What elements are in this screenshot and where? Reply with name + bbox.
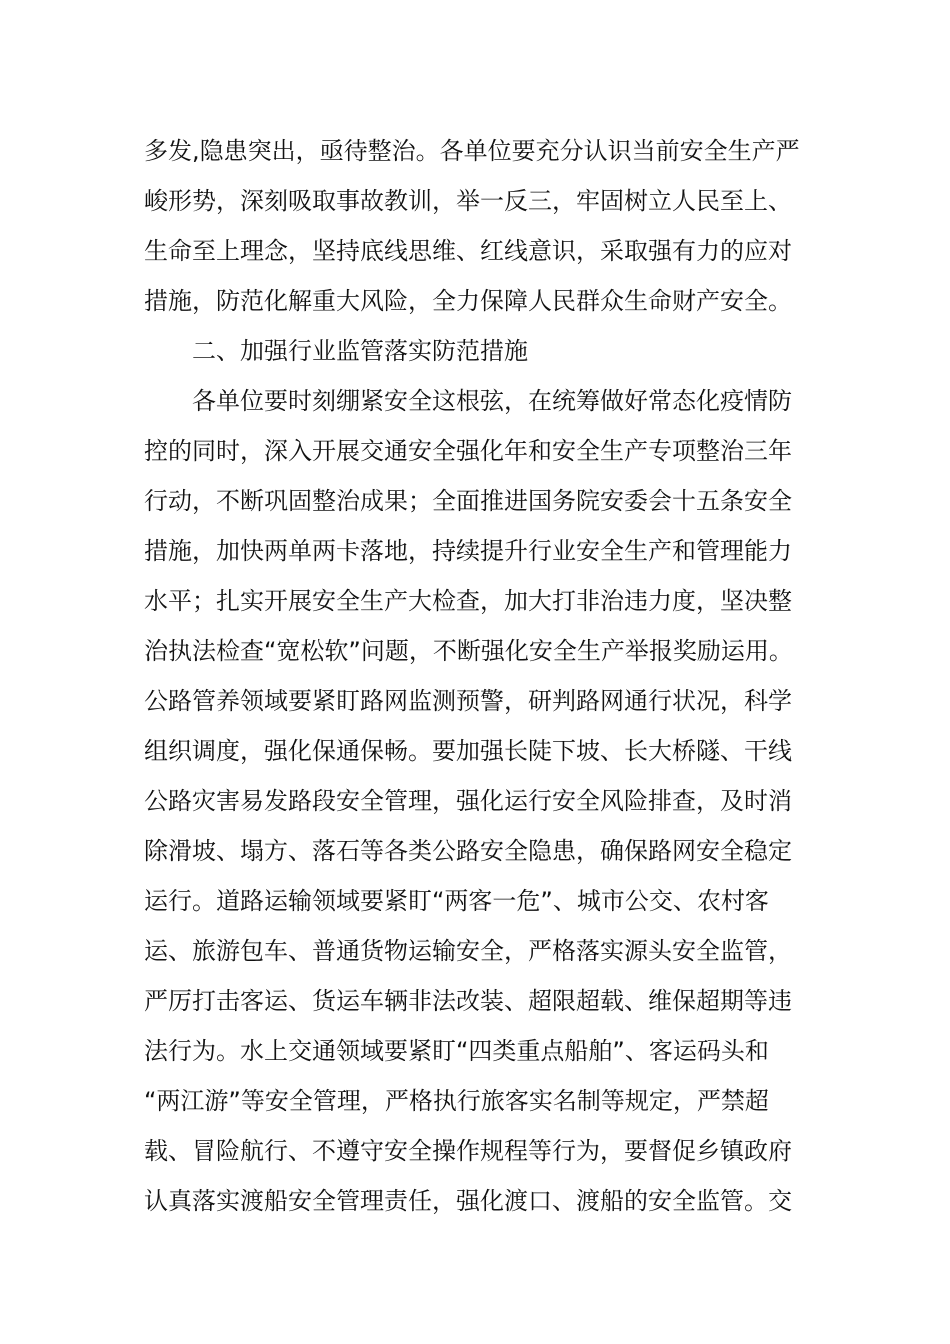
text-line: 控的同时，深入开展交通安全强化年和安全生产专项整治三年 (144, 437, 792, 465)
text-line: 运行。道路运输领域要紧盯“两客一危”、城市公交、农村客 (144, 887, 769, 915)
text-line: 峻形势，深刻吸取事故教训，举一反三，牢固树立人民至上、 (144, 187, 792, 215)
text-line: 措施，加快两单两卡落地，持续提升行业安全生产和管理能力 (144, 537, 792, 565)
text-line: 严厉打击客运、货运车辆非法改装、超限超载、维保超期等违 (144, 987, 792, 1015)
text-line: 各单位要时刻绷紧安全这根弦，在统筹做好常态化疫情防 (192, 387, 792, 415)
text-line: 多发,隐患突出，亟待整治。各单位要充分认识当前安全生产严 (144, 137, 800, 165)
text-line: 生命至上理念，坚持底线思维、红线意识，采取强有力的应对 (144, 237, 792, 265)
text-line: 认真落实渡船安全管理责任，强化渡口、渡船的安全监管。交 (144, 1187, 792, 1215)
text-line: 除滑坡、塌方、落石等各类公路安全隐患，确保路网安全稳定 (144, 837, 792, 865)
section-heading: 二、加强行业监管落实防范措施 (192, 337, 528, 365)
text-line: 水平；扎实开展安全生产大检查，加大打非治违力度，坚决整 (144, 587, 792, 615)
text-line: 运、旅游包车、普通货物运输安全，严格落实源头安全监管， (144, 937, 792, 965)
text-line: 法行为。水上交通领域要紧盯“四类重点船舶”、客运码头和 (144, 1037, 769, 1065)
document-body (144, 126, 814, 1226)
text-line: 公路灾害易发路段安全管理，强化运行安全风险排查，及时消 (144, 787, 792, 815)
text-line: 载、冒险航行、不遵守安全操作规程等行为，要督促乡镇政府 (144, 1137, 792, 1165)
text-line: “两江游”等安全管理，严格执行旅客实名制等规定，严禁超 (144, 1087, 769, 1115)
text-line: 公路管养领域要紧盯路网监测预警，研判路网通行状况，科学 (144, 687, 792, 715)
text-line: 治执法检查“宽松软”问题，不断强化安全生产举报奖励运用。 (144, 637, 793, 665)
text-line: 措施，防范化解重大风险，全力保障人民群众生命财产安全。 (144, 287, 792, 315)
text-line: 行动，不断巩固整治成果；全面推进国务院安委会十五条安全 (144, 487, 792, 515)
text-line: 组织调度，强化保通保畅。要加强长陡下坡、长大桥隧、干线 (144, 737, 792, 765)
